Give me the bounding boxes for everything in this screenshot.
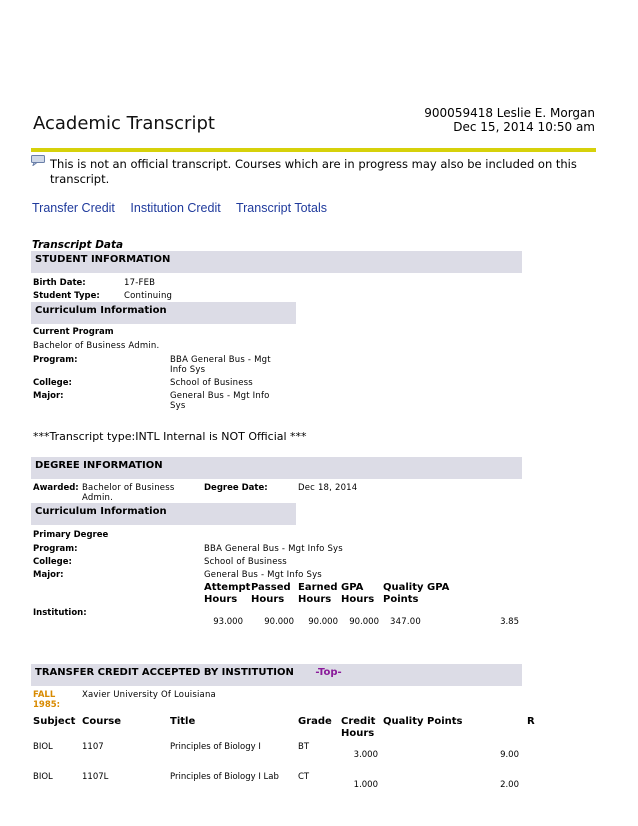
row1-subject: BIOL: [33, 742, 53, 752]
degree-program-value: BBA General Bus - Mgt Info Sys: [204, 544, 343, 554]
transfer-credit-title: TRANSFER CREDIT ACCEPTED BY INSTITUTION: [35, 667, 294, 678]
degree-college-value: School of Business: [204, 557, 287, 567]
row2-subject: BIOL: [33, 772, 53, 782]
degree-date-value: Dec 18, 2014: [298, 483, 358, 493]
degree-program-label: Program:: [33, 544, 78, 554]
transcript-data-label: Transcript Data: [32, 239, 124, 251]
term-label: FALL 1985:: [33, 690, 61, 710]
col-credit-hours: Credit Hours: [341, 716, 376, 739]
earned-hours-value: 90.000: [308, 617, 338, 627]
institution-label: Institution:: [33, 608, 87, 618]
row2-title: Principles of Biology I Lab: [170, 772, 279, 782]
col-transfer-quality-points: Quality Points: [383, 716, 463, 727]
row2-quality: 2.00: [500, 780, 519, 790]
col-gpa-hours: GPA Hours: [341, 582, 375, 605]
degree-major-value: General Bus - Mgt Info Sys: [204, 570, 322, 580]
program-value: BBA General Bus - Mgt Info Sys: [170, 355, 271, 375]
attempt-hours-value: 93.000: [213, 617, 243, 627]
awarded-value: Bachelor of Business Admin.: [82, 483, 175, 503]
transcript-notice: This is not an official transcript. Courses which are in progress may also be included on this transcript.: [50, 157, 577, 186]
curriculum-info-header: Curriculum Information: [31, 302, 296, 324]
student-id-block: [424, 106, 595, 134]
col-gpa: GPA: [427, 582, 450, 593]
transcript-totals-link[interactable]: Transcript Totals: [235, 201, 327, 215]
degree-major-label: Major:: [33, 570, 64, 580]
degree-curriculum-header: Curriculum Information: [31, 503, 296, 525]
birth-date-label: Birth Date:: [33, 278, 86, 288]
header-rule: [31, 148, 596, 152]
awarded-label: Awarded:: [33, 483, 79, 493]
passed-hours-value: 90.000: [264, 617, 294, 627]
transcript-type-note: ***Transcript type:INTL Internal is NOT Official ***: [33, 430, 307, 443]
primary-degree-label: Primary Degree: [33, 530, 109, 540]
student-id-name: 900059418 Leslie E. Morgan: [424, 106, 595, 120]
student-type-label: Student Type:: [33, 291, 100, 301]
col-passed-hours: Passed Hours: [251, 582, 291, 605]
gpa-value: 3.85: [500, 617, 519, 627]
col-earned-hours: Earned Hours: [298, 582, 338, 605]
section-links: [32, 201, 339, 215]
institution-credit-link[interactable]: Institution Credit: [130, 201, 221, 215]
degree-college-label: College:: [33, 557, 72, 567]
row1-grade: BT: [298, 742, 310, 752]
col-subject: Subject: [33, 716, 76, 727]
col-quality-points: Quality Points: [383, 582, 424, 605]
col-attempt-hours: Attempt Hours: [204, 582, 251, 605]
row2-credit: 1.000: [353, 780, 378, 790]
major-value: General Bus - Mgt Info Sys: [170, 391, 270, 411]
page-title: Academic Transcript: [33, 113, 215, 134]
gpa-hours-value: 90.000: [349, 617, 379, 627]
row1-title: Principles of Biology I: [170, 742, 261, 752]
transfer-credit-header: [31, 664, 522, 686]
current-program-label: Current Program: [33, 327, 114, 337]
major-label: Major:: [33, 391, 64, 401]
transfer-school: Xavier University Of Louisiana: [82, 690, 216, 700]
student-type-value: Continuing: [124, 291, 173, 301]
col-grade: Grade: [298, 716, 332, 727]
row2-course: 1107L: [82, 772, 109, 782]
program-label: Program:: [33, 355, 78, 365]
note-icon: [31, 155, 45, 166]
row1-course: 1107: [82, 742, 104, 752]
top-link[interactable]: -Top-: [315, 667, 342, 678]
col-title: Title: [170, 716, 196, 727]
college-label: College:: [33, 378, 72, 388]
quality-points-value: 347.00: [390, 617, 421, 627]
degree-date-label: Degree Date:: [204, 483, 268, 493]
birth-date-value: 17-FEB: [124, 278, 156, 288]
college-value: School of Business: [170, 378, 253, 388]
row1-quality: 9.00: [500, 750, 519, 760]
row1-credit: 3.000: [353, 750, 378, 760]
degree-info-header: DEGREE INFORMATION: [31, 457, 522, 479]
transfer-credit-link[interactable]: Transfer Credit: [32, 201, 115, 215]
col-course: Course: [82, 716, 121, 727]
report-datetime: Dec 15, 2014 10:50 am: [453, 120, 595, 134]
current-program-value: Bachelor of Business Admin.: [33, 341, 160, 351]
row2-grade: CT: [298, 772, 310, 782]
col-r: R: [527, 716, 535, 727]
student-info-header: STUDENT INFORMATION: [31, 251, 522, 273]
